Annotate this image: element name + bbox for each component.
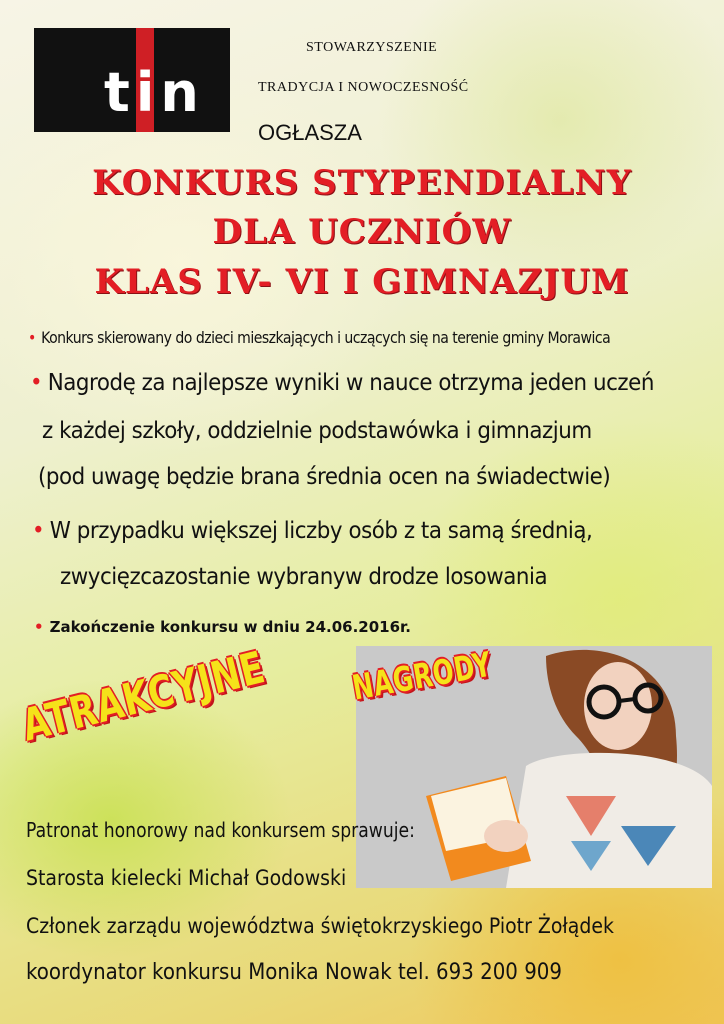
bullet-award-text-1: Nagrodę za najlepsze wyniki w nauce otrzyma jeden uczeń — [47, 370, 654, 396]
patronage-heading: Patronat honorowy nad konkursem sprawuje: — [26, 818, 415, 842]
bullet-dot-icon: • — [32, 518, 45, 544]
bullet-award-text-3: (pod uwagę będzie brana średnia ocen na świadectwie) — [38, 464, 611, 490]
coordinator-contact: koordynator konkursu Monika Nowak tel. 693 200 909 — [26, 960, 562, 985]
bullet-deadline-text: Zakończenie konkursu w dniu 24.06.2016r. — [49, 618, 411, 636]
title-line-3: KLAS IV- VI I GIMNAZJUM — [94, 262, 630, 302]
prizes-word-1: ATRAKCYJNE — [17, 642, 271, 752]
bullet-tie-text-2: zwycięzcazostanie wybranyw drodze losowania — [60, 564, 548, 590]
patron-board-member: Członek zarządu województwa świętokrzyskiego Piotr Żołądek — [26, 914, 614, 938]
bullet-dot-icon: • — [30, 370, 43, 396]
organization-line-2: TRADYCJA I NOWOCZESNOŚĆ — [258, 80, 469, 95]
patron-starosta: Starosta kielecki Michał Godowski — [26, 866, 347, 890]
bullet-deadline — [34, 620, 411, 635]
announces-label: OGŁASZA — [258, 120, 362, 145]
bullet-eligibility-text: Konkurs skierowany do dzieci mieszkających i uczących się na terenie gminy Morawica — [41, 328, 611, 347]
title-line-1: KONKURS STYPENDIALNY — [92, 163, 632, 203]
logo-text: tin — [104, 61, 205, 124]
bullet-award — [30, 372, 654, 395]
bullet-tie — [32, 520, 592, 543]
organization-line-1: STOWARZYSZENIE — [306, 40, 438, 55]
bullet-dot-icon: • — [34, 618, 44, 636]
bullet-dot-icon: • — [28, 328, 36, 347]
bullet-award-text-2: z każdej szkoły, oddzielnie podstawówka i gimnazjum — [42, 418, 592, 444]
prizes-word-2: NAGRODY — [349, 644, 495, 709]
bullet-eligibility — [28, 330, 610, 346]
bullet-tie-text-1: W przypadku większej liczby osób z ta samą średnią, — [49, 518, 593, 544]
title-line-2: DLA UCZNIÓW — [212, 212, 512, 252]
tin-logo — [34, 28, 230, 132]
